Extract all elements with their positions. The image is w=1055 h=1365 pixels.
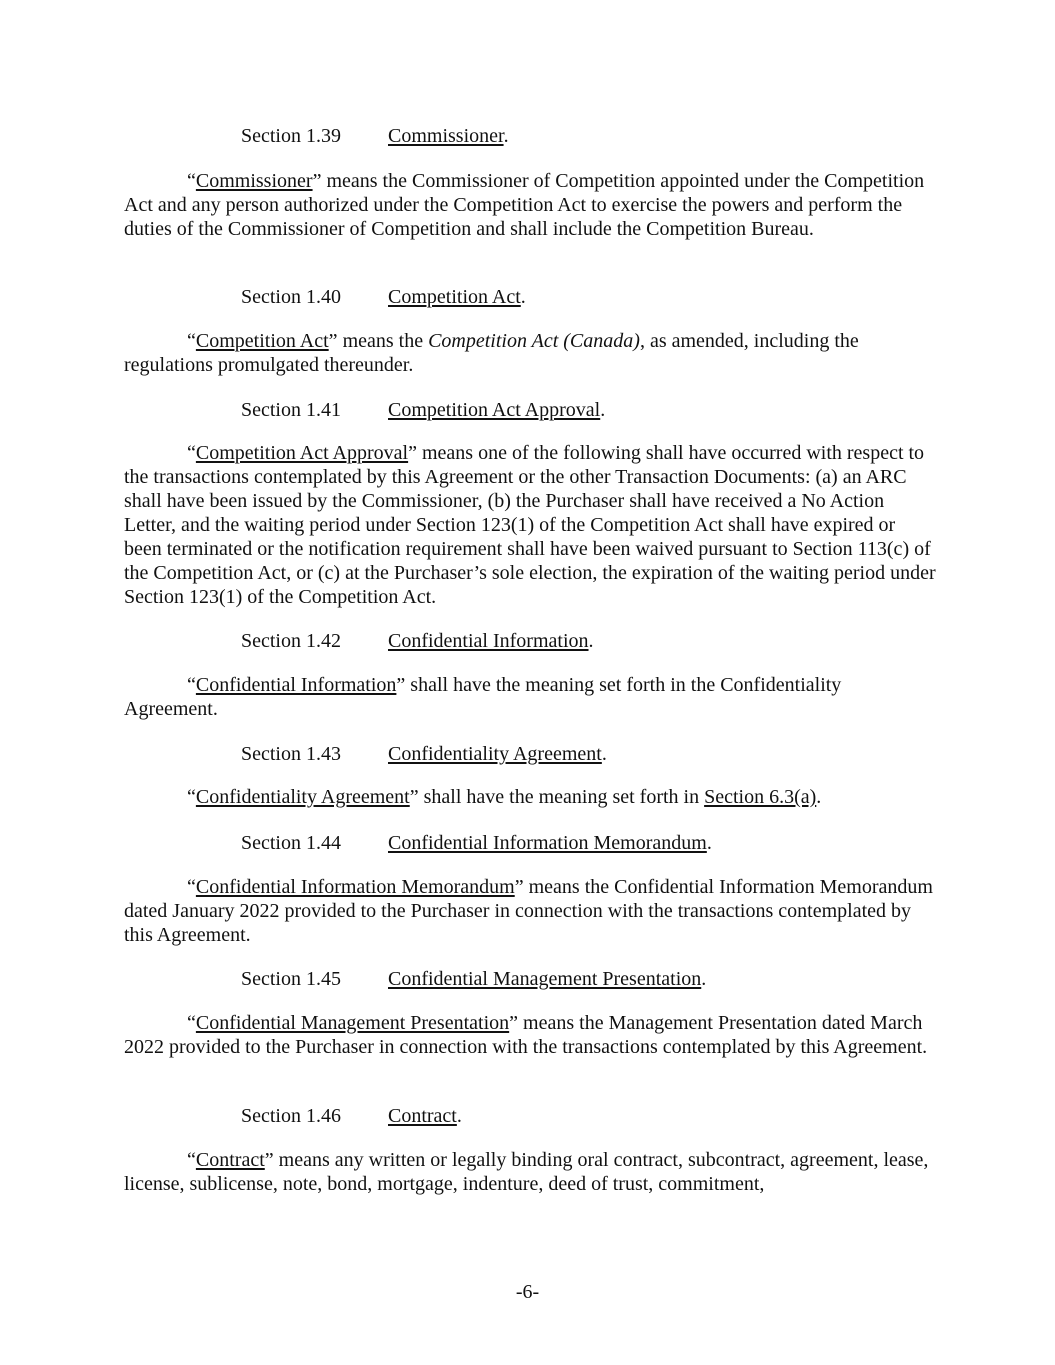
definition-paragraph-1-39: “Commissioner” means the Commissioner of Competition appointed under the Competition Act and any person authorized under the Competition Act to exercise the powers and perform the duties of the Commissioner of Competition and shall include the Competition Bureau. xyxy=(124,170,925,240)
definition-paragraph-1-45: “Confidential Management Presentation” means the Management Presentation dated March 2022 provided to the Purchaser in connection with the transactions contemplated by this Agreement. xyxy=(124,1012,928,1058)
definition-paragraph-1-40: “Competition Act” means the Competition Act (Canada), as amended, including the regulations promulgated thereunder. xyxy=(124,330,859,376)
section-heading-1-46: Section 1.46 Contract. xyxy=(241,1105,462,1127)
definition-text: means one of the following shall have occurred with respect to the transactions contemplated by this Agreement or the other Transaction Documents: (a) an ARC shall have been issued by the Commissioner, (b) the Purchaser shall have received a No Action Letter, and the waiting period under Section 123(1) of the Competition Act shall have expired or been terminated or the notification requirement shall have been waived pursuant to Section 113(c) of the Competition Act, or (c) at the Purchaser’s sole election, the expiration of the waiting period under Section 123(1) of the Competition Act. xyxy=(124,442,936,608)
defined-term: Commissioner xyxy=(195,170,313,192)
section-title: Commissioner xyxy=(388,125,504,147)
defined-term: Contract xyxy=(195,1149,265,1171)
definition-text: shall have the meaning set forth in the Confidentiality Agreement. xyxy=(124,674,842,720)
section-title: Competition Act xyxy=(388,286,521,308)
defined-term: Confidentiality Agreement xyxy=(195,786,410,808)
section-heading-1-44: Section 1.44 Confidential Information Memorandum. xyxy=(241,832,712,854)
definition-text: , as amended, including the regulations promulgated thereunder. xyxy=(124,330,859,376)
section-number: Section 1.45 xyxy=(241,968,341,990)
section-title: Confidential Management Presentation xyxy=(388,968,702,990)
section-number: Section 1.44 xyxy=(241,832,341,854)
definition-text: means the Commissioner of Competition appointed under the Competition Act and any person authorized under the Competition Act to exercise the powers and perform the duties of the Commissioner of Competition and shall include the Competition Bureau. xyxy=(124,170,925,240)
section-number: Section 1.41 xyxy=(241,399,341,421)
definition-text: . xyxy=(816,786,822,808)
definition-paragraph-1-44: “Confidential Information Memorandum” means the Confidential Information Memorandum dated January 2022 provided to the Purchaser in connection with the transactions contemplated by this Agreement. xyxy=(124,876,933,946)
defined-term: Confidential Management Presentation xyxy=(195,1012,510,1034)
section-heading-1-42: Section 1.42 Confidential Information. xyxy=(241,630,594,652)
definition-paragraph-1-43: “Confidentiality Agreement” shall have the meaning set forth in Section 6.3(a). xyxy=(187,786,822,808)
definition-text: means any written or legally binding oral contract, subcontract, agreement, lease, license, sublicense, note, bond, mortgage, indenture, deed of trust, commitment, xyxy=(124,1149,929,1195)
defined-term: Confidential Information xyxy=(195,674,397,696)
statute-name: Competition Act (Canada) xyxy=(428,330,640,352)
section-title: Confidentiality Agreement xyxy=(388,743,602,765)
defined-term: Competition Act Approval xyxy=(195,442,409,464)
section-number: Section 1.46 xyxy=(241,1105,341,1127)
definition-text: means the Management Presentation dated March 2022 provided to the Purchaser in connection with the transactions contemplated by this Agreement. xyxy=(124,1012,928,1058)
section-title: Confidential Information Memorandum xyxy=(388,832,707,854)
definition-paragraph-1-46: “Contract” means any written or legally binding oral contract, subcontract, agreement, lease, license, sublicense, note, bond, mortgage, indenture, deed of trust, commitment, xyxy=(124,1149,929,1195)
defined-term: Confidential Information Memorandum xyxy=(195,876,515,898)
definition-text: means the Confidential Information Memorandum dated January 2022 provided to the Purchaser in connection with the transactions contemplated by this Agreement. xyxy=(124,876,933,946)
section-title: Contract xyxy=(388,1105,457,1127)
section-number: Section 1.42 xyxy=(241,630,341,652)
section-heading-1-39: Section 1.39 Commissioner. xyxy=(241,125,509,147)
section-heading-1-41: Section 1.41 Competition Act Approval. xyxy=(241,399,606,421)
section-number: Section 1.40 xyxy=(241,286,341,308)
definition-text-lead: means the xyxy=(337,330,429,352)
defined-term: Competition Act xyxy=(195,330,329,352)
section-title: Competition Act Approval xyxy=(388,399,601,421)
section-heading-1-45: Section 1.45 Confidential Management Presentation. xyxy=(241,968,707,990)
page-number: -6- xyxy=(515,1281,540,1303)
section-title: Confidential Information xyxy=(388,630,589,652)
definition-paragraph-1-41: “Competition Act Approval” means one of the following shall have occurred with respect to the transactions contemplated by this Agreement or the other Transaction Documents: (a) an ARC shall have been issued by the Commissioner, (b) the Purchaser shall have received a No Action Letter, and the waiting period under Section 123(1) of the Competition Act shall have expired or been terminated or the notification requirement shall have been waived pursuant to Section 113(c) of the Competition Act, or (c) at the Purchaser’s sole election, the expiration of the waiting period under Section 123(1) of the Competition Act. xyxy=(124,442,936,608)
section-heading-1-43: Section 1.43 Confidentiality Agreement. xyxy=(241,743,607,765)
section-number: Section 1.43 xyxy=(241,743,341,765)
section-heading-1-40: Section 1.40 Competition Act. xyxy=(241,286,526,308)
definition-paragraph-1-42: “Confidential Information” shall have the meaning set forth in the Confidentiality Agreement. xyxy=(124,674,842,720)
section-number: Section 1.39 xyxy=(241,125,341,147)
cross-reference-link[interactable]: Section 6.3(a) xyxy=(704,786,817,808)
definition-text-lead: shall have the meaning set forth in xyxy=(418,786,705,808)
